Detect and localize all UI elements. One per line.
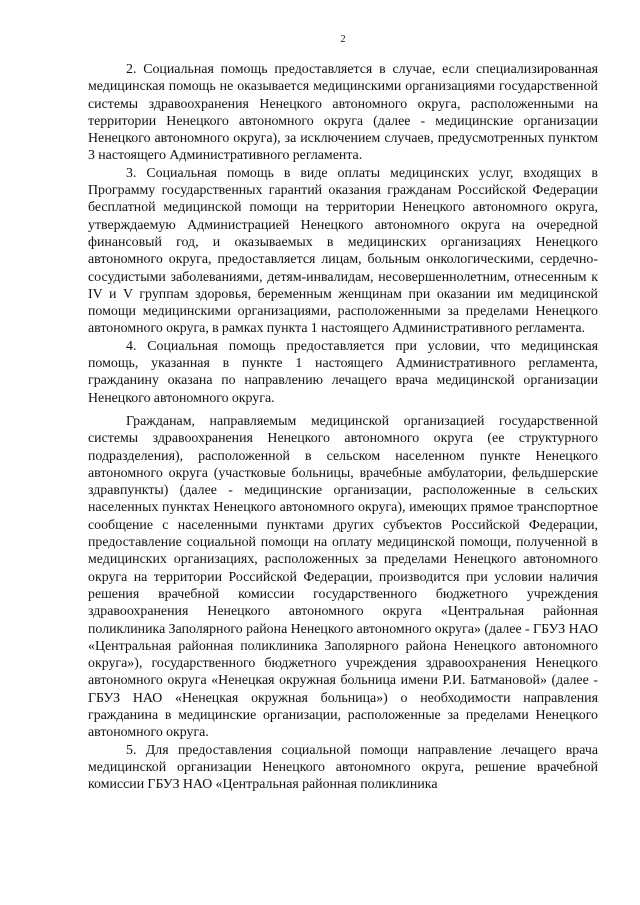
page-number: 2	[340, 34, 346, 45]
paragraph-item-4-continuation: Гражданам, направляемым медицинской организацией государственной системы здравоохранения Ненецкого автономного округа (ее структурного подразделения), расположенной в сельском населенном пункте Ненецкого автономного округа (участковые больницы, врачебные амбулатории, фельдшерские здравпункты) (далее - медицинские организации, расположенные в сельских населенных пунктах Ненецкого автономного округа), имеющих прямое транспортное сообщение с населенными пунктами других субъектов Российской Федерации, предоставление социальной помощи на оплату медицинской помощи, полученной в медицинских организациях, расположенных за пределами Ненецкого автономного округа на территории Российской Федерации, производится при условии наличия решения врачебной комиссии государственного бюджетного учреждения здравоохранения Ненецкого автономного округа «Центральная районная поликлиника Заполярного района Ненецкого автономного округа» (далее - ГБУЗ НАО «Центральная районная поликлиника Заполярного района Ненецкого автономного округа»), государственного бюджетного учреждения здравоохранения Ненецкого автономного округа «Ненецкая окружная больница имени Р.И. Батмановой» (далее - ГБУЗ НАО «Ненецкая окружная больница») о необходимости направления гражданина в медицинские организации, расположенные за пределами Ненецкого автономного округа.	[88, 413, 598, 741]
paragraph-item-5: 5. Для предоставления социальной помощи направление лечащего врача медицинской организации Ненецкого автономного округа, решение врачебной комиссии ГБУЗ НАО «Центральная районная поликлиника	[88, 742, 598, 793]
paragraph-item-4: 4. Социальная помощь предоставляется при условии, что медицинская помощь, указанная в пункте 1 настоящего Административного регламента, гражданину оказана по направлению лечащего врача медицинской организации Ненецкого автономного округа.	[88, 338, 598, 406]
paragraph-item-3: 3. Социальная помощь в виде оплаты медицинских услуг, входящих в Программу государственных гарантий оказания гражданам Российской Федерации бесплатной медицинской помощи на территории Ненецкого автономного округа, утверждаемую Администрацией Ненецкого автономного округа на очередной финансовый год, и оказываемых в медицинских организациях Ненецкого автономного округа, предоставляется лицам, больным онкологическими, сердечно-сосудистыми заболеваниями, детям-инвалидам, несовершеннолетним, отнесенным к IV и V группам здоровья, беременным женщинам при оказании им медицинской помощи медицинскими организациями, расположенными за пределами Ненецкого автономного округа, в рамках пункта 1 настоящего Административного регламента.	[88, 165, 598, 337]
paragraph-item-2: 2. Социальная помощь предоставляется в случае, если специализированная медицинская помощь не оказывается медицинскими организациями государственной системы здравоохранения Ненецкого автономного округа, расположенными на территории Ненецкого автономного округа (далее - медицинские организации Ненецкого автономного округа), за исключением случаев, предусмотренных пунктом 3 настоящего Административного регламента.	[88, 62, 598, 164]
